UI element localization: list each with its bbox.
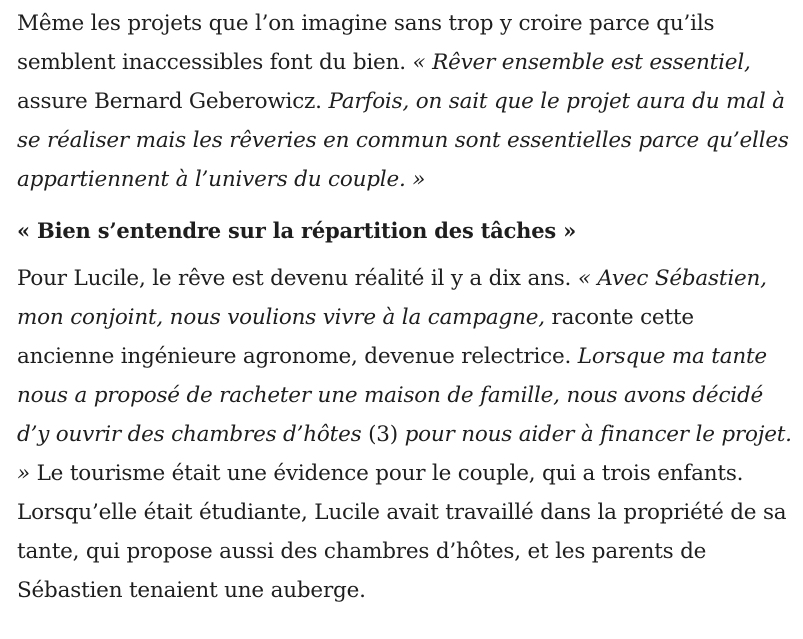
paragraph-text: assure Bernard Geberowicz. [17, 89, 329, 114]
paragraph-text: raconte cette ancienne ingénieure agronome, devenue relectrice. [17, 305, 694, 369]
footnote-ref: (3) [361, 422, 405, 447]
paragraph-lucile [17, 259, 797, 610]
article-body [17, 4, 797, 610]
paragraph-dreams [17, 4, 797, 199]
paragraph-text: Même les projets que l’on imagine sans trop y croire parce qu’ils semblent inaccessibles font du bien. [17, 11, 715, 75]
paragraph-text: Pour Lucile, le rêve est devenu réalité il y a dix ans. [17, 266, 578, 291]
quote-text: Parfois, on sait que le projet aura du mal à se réaliser mais les rêveries en commun sont essentielles parce qu’elles appartiennent à l’univers du couple. » [17, 89, 789, 192]
spacer [17, 247, 797, 259]
quote-text: pour nous aider à financer le projet. » [17, 422, 792, 486]
quote-text: « Avec Sébastien, mon conjoint, nous voulions vivre à la campagne, [17, 266, 767, 330]
quote-text: Lorsque ma tante nous a proposé de racheter une maison de famille, nous avons décidé d’y ouvrir des chambres d’hôtes [17, 344, 767, 447]
paragraph-text: Le tourisme était une évidence pour le couple, qui a trois enfants. Lorsqu’elle était étudiante, Lucile avait travaillé dans la propriété de sa tante, qui propose aussi des chambres d’hôtes, et les parents de Sébastien tenaient une auberge. [17, 461, 787, 603]
spacer [17, 199, 797, 215]
section-heading: « Bien s’entendre sur la répartition des tâches » [17, 218, 577, 243]
quote-text: « Rêver ensemble est essentiel, [412, 50, 751, 75]
